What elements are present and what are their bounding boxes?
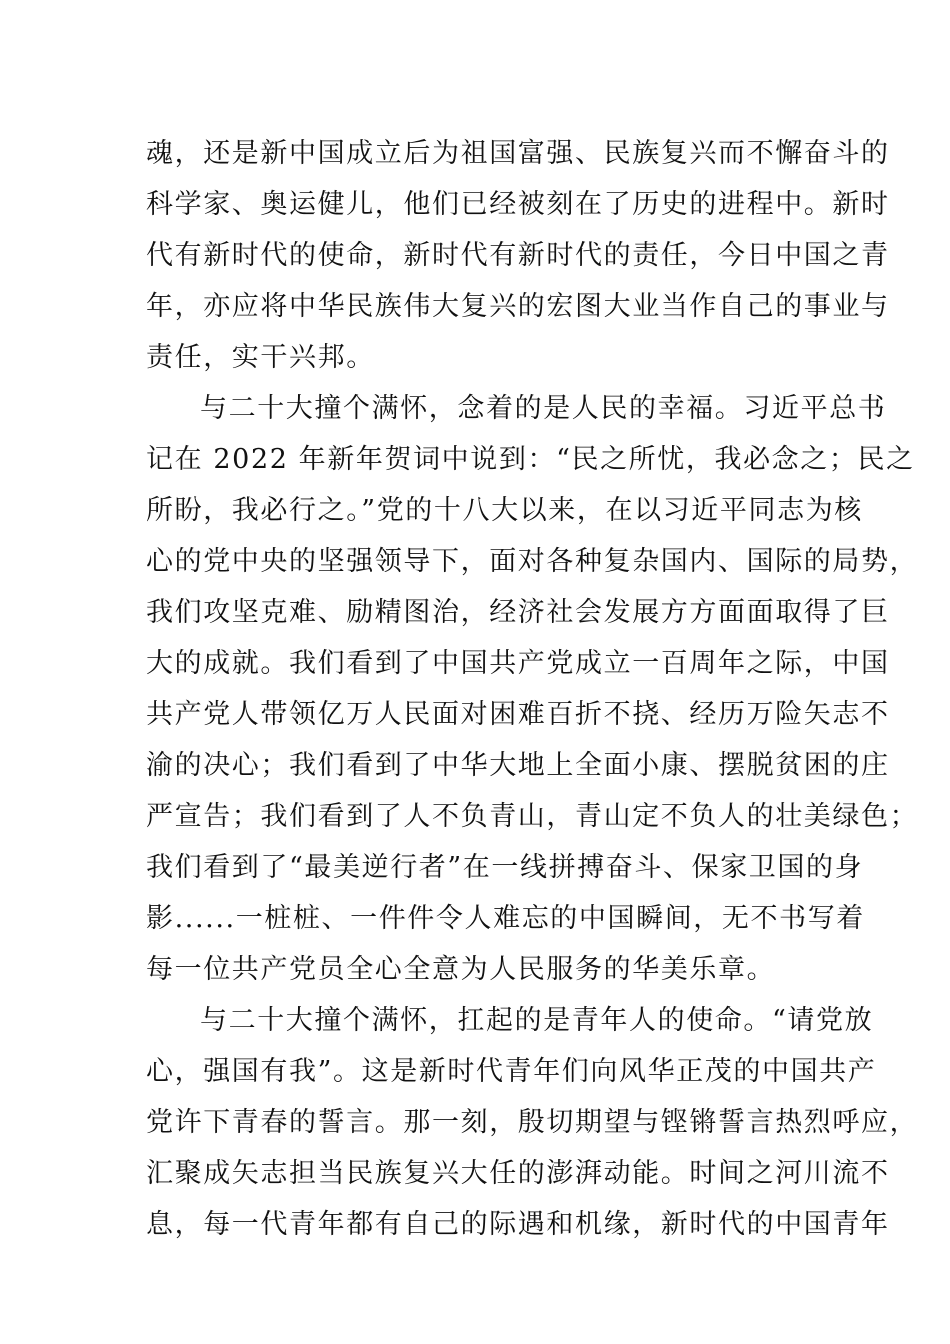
text-line-2: 科学家、奥运健儿，他们已经被刻在了历史的进程中。新时 [146, 189, 890, 220]
text-line-21: 汇聚成矢志担当民族复兴大任的澎湃动能。时间之河川流不 [146, 1158, 890, 1189]
text-line-19: 心，强国有我”。这是新时代青年们向风华正茂的中国共产 [146, 1056, 877, 1087]
text-line-7: 记在 2022 年新年贺词中说到：“民之所忧，我必念之；民之 [146, 444, 915, 475]
text-line-13: 渝的决心；我们看到了中华大地上全面小康、摆脱贫困的庄 [146, 750, 890, 781]
text-line-20: 党许下青春的誓言。那一刻，殷切期望与铿锵誓言热烈呼应， [146, 1107, 919, 1138]
text-line-15: 我们看到了“最美逆行者”在一线拼搏奋斗、保家卫国的身 [146, 852, 864, 883]
text-line-14: 严宣告；我们看到了人不负青山，青山定不负人的壮美绿色； [146, 801, 919, 832]
text-line-12: 共产党人带领亿万人民面对困难百折不挠、经历万险矢志不 [146, 699, 890, 730]
text-line-17: 每一位共产党员全心全意为人民服务的华美乐章。 [146, 954, 776, 985]
text-line-8: 所盼，我必行之。”党的十八大以来，在以习近平同志为核 [146, 495, 863, 526]
text-line-3: 代有新时代的使命，新时代有新时代的责任，今日中国之青 [146, 240, 890, 271]
text-line-6: 与二十大撞个满怀，念着的是人民的幸福。习近平总书 [200, 393, 887, 424]
text-line-1: 魂，还是新中国成立后为祖国富强、民族复兴而不懈奋斗的 [146, 138, 890, 169]
text-line-16: 影......一桩桩、一件件令人难忘的中国瞬间，无不书写着 [146, 903, 865, 934]
text-line-22: 息，每一代青年都有自己的际遇和机缘，新时代的中国青年 [146, 1209, 890, 1240]
text-line-10: 我们攻坚克难、励精图治，经济社会发展方方面面取得了巨 [146, 597, 890, 628]
text-line-9: 心的党中央的坚强领导下，面对各种复杂国内、国际的局势， [146, 546, 919, 577]
text-line-5: 责任，实干兴邦。 [146, 342, 375, 373]
text-line-11: 大的成就。我们看到了中国共产党成立一百周年之际，中国 [146, 648, 890, 679]
text-line-18: 与二十大撞个满怀，扛起的是青年人的使命。“请党放 [200, 1005, 874, 1036]
text-line-4: 年，亦应将中华民族伟大复兴的宏图大业当作自己的事业与 [146, 291, 890, 322]
body-text [146, 128, 919, 1250]
